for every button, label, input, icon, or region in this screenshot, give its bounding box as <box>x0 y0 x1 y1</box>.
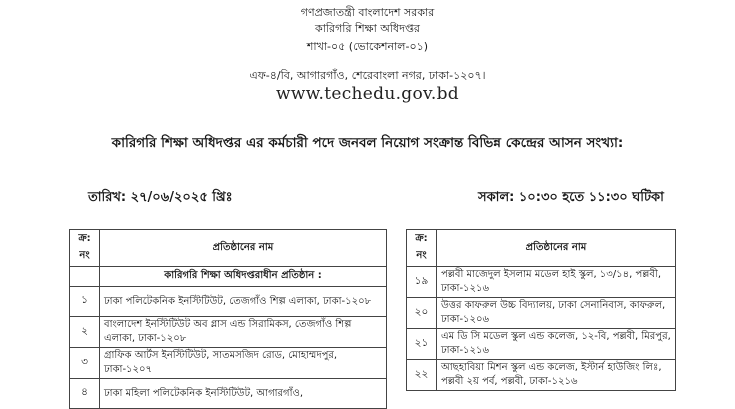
table-row <box>70 348 387 379</box>
centers-table-left <box>69 229 387 409</box>
institution-cell: বাংলাদেশ ইনস্টিটিউট অব গ্লাস এন্ড সিরামিকস, তেজগাঁও শিল্প এলাকা, ঢাকা-১২০৮ <box>100 317 387 348</box>
address-line: এফ-৪/বি, আগারগাঁও, শেরেবাংলা নগর, ঢাকা-১২০৭। <box>249 69 486 82</box>
table-row <box>70 287 387 317</box>
exam-time: সকাল: ১০:৩০ হতে ১১:৩০ ঘটিকা <box>478 190 664 205</box>
serial-cell: ৪ <box>70 379 100 409</box>
section-row <box>70 267 387 287</box>
table-row <box>70 379 387 409</box>
notice-subject: কারিগরি শিক্ষা অধিদপ্তর এর কর্মচারী পদে জনবল নিয়োগ সংক্রান্ত বিভিন্ন কেন্দ্রের আসন সংখ্যা: <box>111 135 624 151</box>
institution-cell: উত্তর কাফরুল উচ্চ বিদ্যালয়, ঢাকা সেনানিবাস, কাফরুল, ঢাকা-১২০৬ <box>437 298 676 329</box>
table-row <box>70 317 387 348</box>
serial-cell: ২ <box>70 317 100 348</box>
ministry-line: গণপ্রজাতন্ত্রী বাংলাদেশ সরকার <box>300 6 435 19</box>
notice-date: তারিখ: ২৭/০৬/২০২৫ খ্রিঃ <box>88 190 233 205</box>
centers-table-right <box>406 229 676 391</box>
table-row <box>407 360 676 391</box>
col-serial-header: ক্র: নং <box>407 230 437 267</box>
institution-cell: আছহাবিয়া মিশন স্কুল এন্ড কলেজ, ইস্টার্ন হাউজিং লিঃ, পল্লবী ২য় পর্ব, পল্লবী, ঢাকা-১২১৬ <box>437 360 676 391</box>
serial-cell: ১৯ <box>407 267 437 298</box>
section-title: কারিগরি শিক্ষা অধিদপ্তরাধীন প্রতিষ্ঠান : <box>100 267 387 287</box>
serial-cell: ২১ <box>407 329 437 360</box>
department-line: কারিগরি শিক্ষা অধিদপ্তর <box>315 22 420 35</box>
institution-cell: পল্লবী মাজেদুল ইসলাম মডেল হাই স্কুল, ১৩/১৪, পল্লবী, ঢাকা-১২১৬ <box>437 267 676 298</box>
serial-cell: ২২ <box>407 360 437 391</box>
institution-cell: ঢাকা মহিলা পলিটেকনিক ইনস্টিটিউট, আগারগাঁও, <box>100 379 387 409</box>
table-header-row <box>407 230 676 267</box>
serial-cell: ২০ <box>407 298 437 329</box>
col-serial-header: ক্র: নং <box>70 230 100 267</box>
institution-cell: এম ডি সি মডেল স্কুল এন্ড কলেজ, ১২-বি, পল্লবী, মিরপুর, ঢাকা-১২১৬ <box>437 329 676 360</box>
branch-line: শাখা-০৫ (ভোকেশনাল-০১) <box>306 40 429 53</box>
table-row <box>407 267 676 298</box>
institution-cell: গ্রাফিক আর্টস ইনস্টিটিউট, সাতমসজিদ রোড, মোহাম্মদপুর, ঢাকা-১২০৭ <box>100 348 387 379</box>
col-name-header: প্রতিষ্ঠানের নাম <box>100 230 387 267</box>
table-row <box>407 329 676 360</box>
col-name-header: প্রতিষ্ঠানের নাম <box>437 230 676 267</box>
table-header-row <box>70 230 387 267</box>
serial-cell: ১ <box>70 287 100 317</box>
website-url: www.techedu.gov.bd <box>276 84 459 104</box>
institution-cell: ঢাকা পলিটেকনিক ইনস্টিটিউট, তেজগাঁও শিল্প এলাকা, ঢাকা-১২০৮ <box>100 287 387 317</box>
serial-cell: ৩ <box>70 348 100 379</box>
table-row <box>407 298 676 329</box>
